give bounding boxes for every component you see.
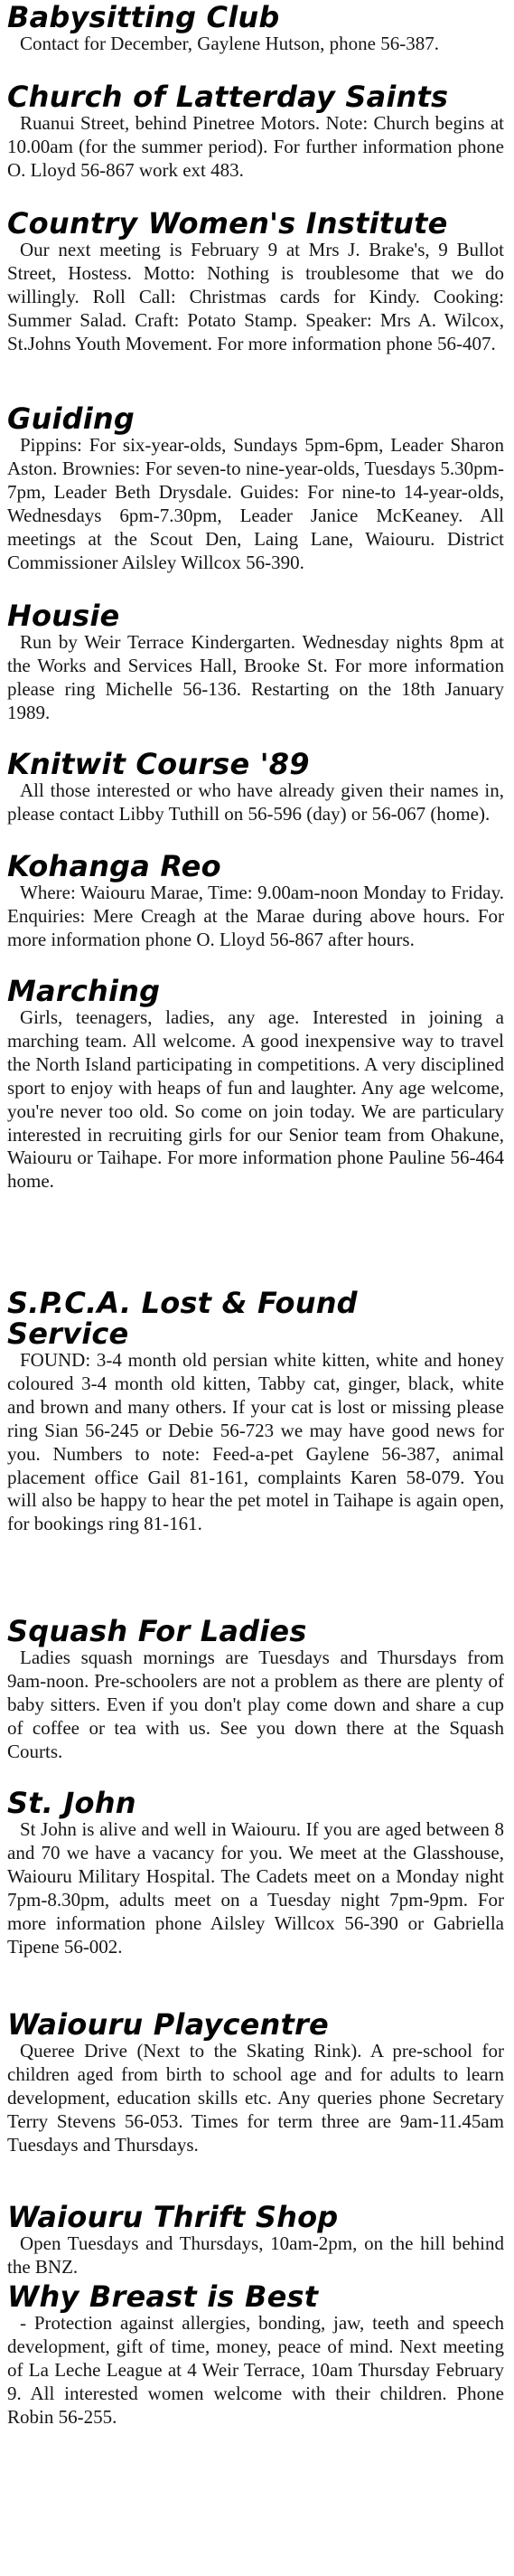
notice-guiding: [7, 403, 504, 574]
notice-heading: Waiouru Playcentre: [7, 2007, 329, 2042]
notice-body: Ladies squash mornings are Tuesdays and Thursdays from 9am-noon. Pre-schoolers are not a problem as there are plenty of baby sitters. Even if you don't play come down and share a cup of coffee or tea with us. See you down there at the Squash Courts.: [7, 1647, 504, 1762]
notice-why-breast-is-best: [7, 2281, 504, 2430]
notice-body: Ruanui Street, behind Pinetree Motors. Note: Church begins at 10.00am (for the summer period). For further information phone O. Lloyd 56-867 work ext 483.: [7, 112, 504, 181]
notice-heading: Guiding: [7, 401, 135, 436]
notice-spca-lost-found: [7, 1288, 504, 1536]
notice-body: Pippins: For six-year-olds, Sundays 5pm-6pm, Leader Sharon Aston. Brownies: For seven-to nine-year-olds, Tuesdays 5.30pm-7pm, Leader Beth Drysdale. Guides: For nine-to 14-year-olds, Wednesdays 6pm-7.30pm, Leader Janice McKeaney. All meetings at the Scout Den, Laing Lane, Waiouru. District Commissioner Ailsley Willcox 56-390.: [7, 434, 504, 573]
notice-heading-line-2: Service: [7, 1316, 129, 1351]
notice-waiouru-thrift-shop: [7, 2202, 504, 2279]
notice-heading: Church of Latterday Saints: [7, 80, 449, 114]
notice-body: St John is alive and well in Waiouru. If you are aged between 8 and 70 we have a vacancy for you. We meet at the Glasshouse, Waiouru Military Hospital. The Cadets meet on a Monday night 7pm-8.30pm, adults meet on a Tuesday night 7pm-9pm. For more information phone Ailsley Willcox 56-390 or Gabriella Tipene 56-002.: [7, 1818, 504, 1958]
notice-heading: Babysitting Club: [7, 0, 280, 34]
notice-body: FOUND: 3-4 month old persian white kitten, white and honey coloured 3-4 month old kitten, Tabby cat, ginger, black, white and brown and many others. If your cat is lost or missing please ring Sian 56-245 or Debie 56-723 we may have good news for you. Numbers to note: Feed-a-pet Gaylene 56-387, animal placement office Gail 81-161, complaints Karen 58-079. You will also be happy to hear the pet motel in Taihape is again open, for bookings ring 81-161.: [7, 1349, 504, 1535]
notice-body: Girls, teenagers, ladies, any age. Interested in joining a marching team. All welcome. A good inexpensive way to travel the North Island participating in competitions. A very disciplined sport to enjoy with heaps of fun and laughter. Any age welcome, you're never too old. So come on join today. We are particulary interested in recruiting girls for our Senior team from Ohakune, Waiouru or Taihape. For more information phone Pauline 56-464 home.: [7, 1006, 504, 1193]
notices-column: [7, 2, 504, 2571]
notice-heading: Knitwit Course '89: [7, 747, 310, 781]
notice-heading: St. John: [7, 1786, 136, 1820]
notice-country-womens-institute: [7, 208, 504, 356]
notice-heading: Marching: [7, 974, 161, 1008]
notice-body: Where: Waiouru Marae, Time: 9.00am-noon Monday to Friday. Enquiries: Mere Creagh at the Marae during above hours. For more information phone O. Lloyd 56-867 after hours.: [7, 882, 504, 950]
notice-st-john: [7, 1788, 504, 1958]
notice-body: All those interested or who have already given their names in, please contact Libby Tuthill on 56-596 (day) or 56-067 (home).: [7, 779, 504, 825]
notice-body: Our next meeting is February 9 at Mrs J. Brake's, 9 Bullot Street, Hostess. Motto: Nothing is troublesome that we do willingly. Roll Call: Christmas cards for Kindy. Cooking: Summer Salad. Craft: Potato Stamp. Speaker: Mrs A. Wilcox, St.Johns Youth Movement. For more information phone 56-407.: [7, 239, 504, 354]
notice-heading: Kohanga Reo: [7, 849, 221, 883]
notice-heading: Squash For Ladies: [7, 1614, 307, 1648]
notice-marching: [7, 976, 504, 1194]
notice-knitwit-course: [7, 749, 504, 826]
notice-heading: Country Women's Institute: [7, 206, 448, 241]
notice-heading: Housie: [7, 599, 120, 633]
notice-babysitting-club: [7, 2, 504, 56]
notice-church-of-latterday-saints: [7, 81, 504, 183]
notice-housie: [7, 600, 504, 725]
notice-heading: Waiouru Thrift Shop: [7, 2200, 339, 2234]
notice-heading: Why Breast is Best: [7, 2279, 319, 2314]
notice-body: Run by Weir Terrace Kindergarten. Wednesday nights 8pm at the Works and Services Hall, Brooke St. For more information please ring Michelle 56-136. Restarting on the 18th January 1989.: [7, 631, 504, 723]
notice-kohanga-reo: [7, 851, 504, 952]
notice-heading: S.P.C.A. Lost & Found: [7, 1286, 358, 1320]
notice-waiouru-playcentre: [7, 2009, 504, 2157]
notice-body: Open Tuesdays and Thursdays, 10am-2pm, on the hill behind the BNZ.: [7, 2232, 504, 2278]
notice-squash-for-ladies: [7, 1616, 504, 1764]
notice-body: Queree Drive (Next to the Skating Rink). A pre-school for children aged from birth to school age and for adults to learn development, education skills etc. Any queries phone Secretary Terry Stevens 56-053. Times for term three are 9am-11.45am Tuesdays and Thursdays.: [7, 2040, 504, 2156]
notice-body: - Protection against allergies, bonding, jaw, teeth and speech development, gift of time, money, peace of mind. Next meeting of La Leche League at 4 Weir Terrace, 10am Thursday February 9. All interested women welcome with their children. Phone Robin 56-255.: [7, 2312, 504, 2428]
notice-body: Contact for December, Gaylene Hutson, phone 56-387.: [20, 33, 439, 54]
